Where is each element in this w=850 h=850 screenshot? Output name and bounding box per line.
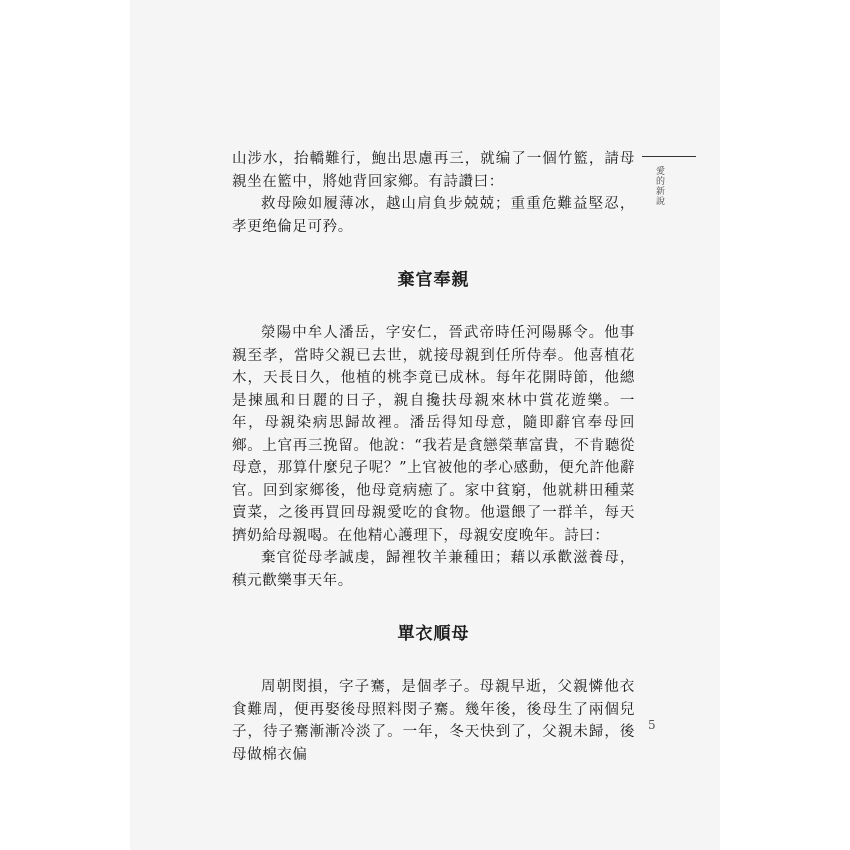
page-number: 5 bbox=[648, 718, 656, 732]
running-head: 愛的新說 bbox=[654, 166, 664, 206]
section-title: 單衣順母 bbox=[397, 624, 470, 644]
poem: 救母險如履薄冰，越山肩負步兢兢；重重危難益堅忍，孝更绝倫足可矜。 bbox=[232, 196, 635, 235]
paragraph: 滎陽中牟人潘岳，字安仁，晉武帝時任河陽縣令。他事親至孝，當時父親已去世，就接母親到任所侍奉。他喜植花木，天長日久，他植的桃李竟已成林。每年花開時節，他總是揀風和日麗的日子，親自攙扶母親來林中賞花遊樂。一年，母親染病思歸故裡。潘岳得知母意，隨即辭官奉母回鄉。上官再三挽留。他說：“我若是貪戀榮華富貴，不肯聽從母意，那算什麼兒子呢？”上官被他的孝心感動，便允許他辭官。回到家鄉後，他母竟病癒了。家中貧窮，他就耕田種菜賣菜，之後再買回母親愛吃的食物。他還餵了一群羊，每天擠奶給母親喝。在他精心護理下，母親安度晚年。詩曰： bbox=[232, 325, 635, 544]
section-title: 棄官奉親 bbox=[397, 270, 470, 290]
paragraph: 周朝閔損，字子騫，是個孝子。母親早逝，父親憐他衣食難周，便再娶後母照料閔子騫。幾年後，後母生了兩個兒子，待子騫漸漸冷淡了。一年，冬天快到了，父親未歸，後母做棉衣偏 bbox=[232, 679, 635, 763]
header-rule bbox=[642, 156, 696, 157]
page-body bbox=[232, 148, 635, 766]
paragraph: 山涉水，抬轎難行，鮑出思慮再三，就编了一個竹籃，請母親坐在籃中，將她背回家鄉。有詩讚曰： bbox=[232, 151, 635, 190]
poem: 棄官從母孝誠虔，歸裡牧羊兼種田；藉以承歡滋養母，稹元歡樂事天年。 bbox=[232, 550, 635, 589]
